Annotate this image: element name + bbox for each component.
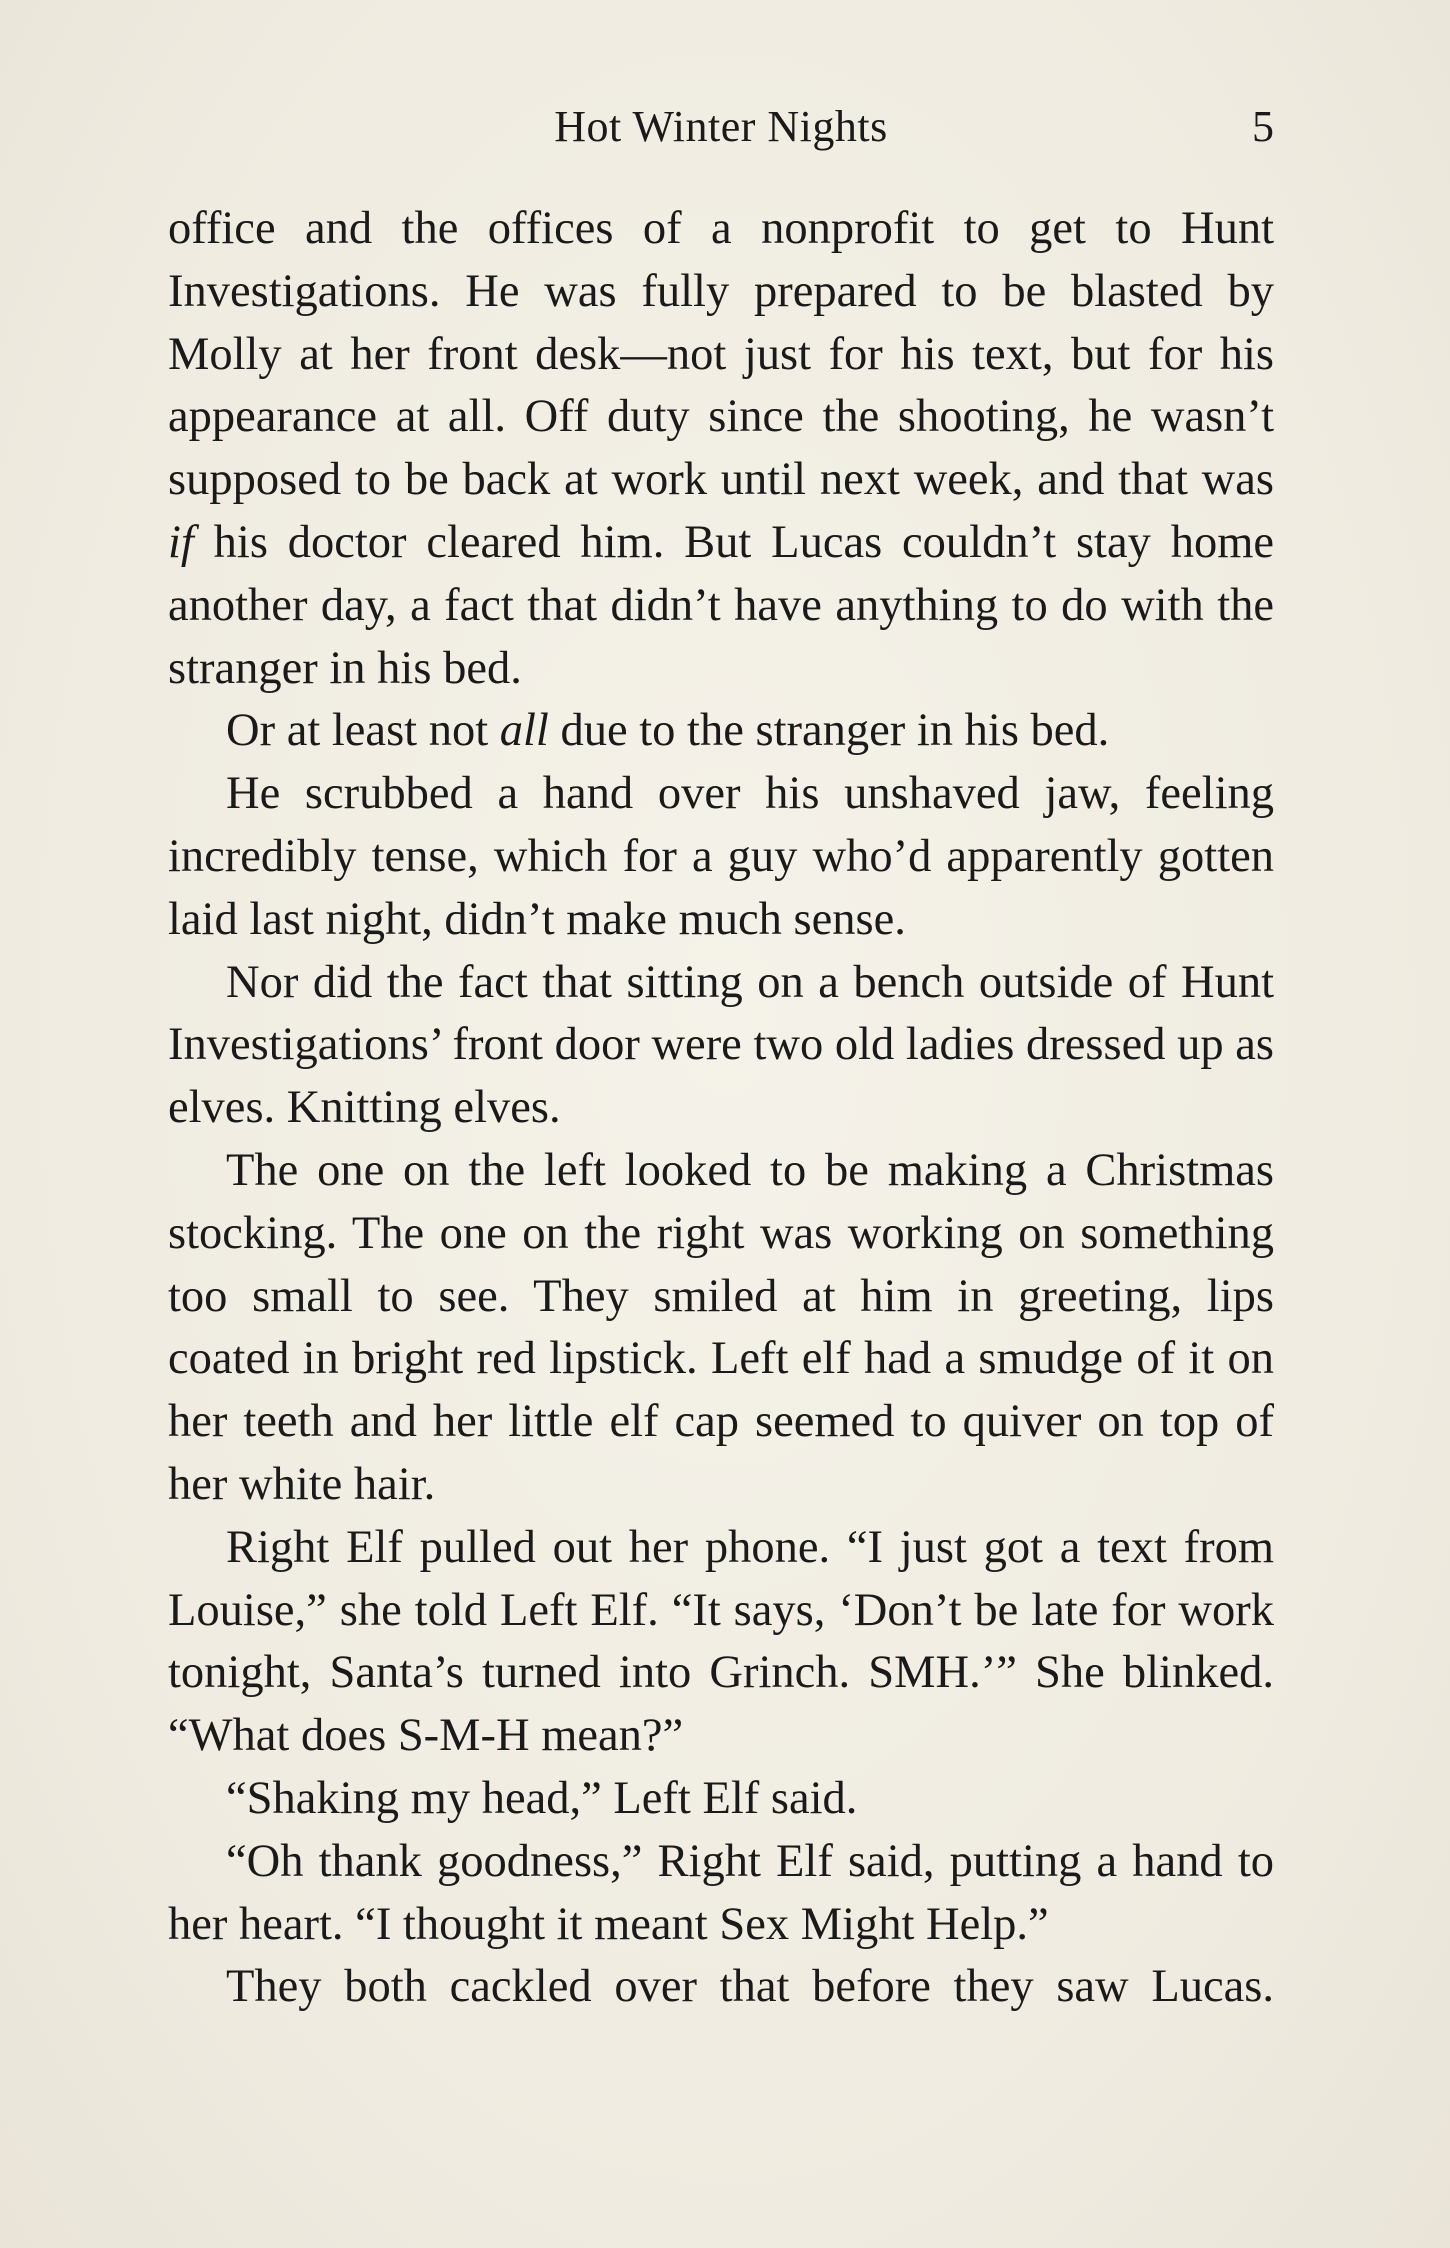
text-run: Nor did the fact that sitting on a bench outside of Hunt Investigations’ front door were two old ladies dressed up as elves. Knitting elves. <box>168 956 1274 1134</box>
paragraph <box>168 700 1274 763</box>
paragraph <box>168 1140 1274 1517</box>
text-run: Or at least not <box>226 705 500 757</box>
paragraph <box>168 1517 1274 1768</box>
page-number: 5 <box>1252 102 1274 151</box>
text-run: Right Elf pulled out her phone. “I just got a text from Louise,” she told Left Elf. “It says, ‘Don’t be late for work tonight, Santa’s turned into Grinch. SMH.’” She blinked. “What does S-M-H mean?” <box>168 1521 1274 1762</box>
text-run: They both cackled over that before they saw Lucas. <box>226 1961 1274 2013</box>
text-run: The one on the left looked to be making a Christmas stocking. The one on the right was working on something too small to see. They smiled at him in greeting, lips coated in bright red lipstick. Left elf had a smudge of it on her teeth and her little elf cap seemed to quiver on top of her white hair. <box>168 1144 1274 1510</box>
italic-text: if <box>168 516 194 568</box>
paragraph <box>168 198 1274 700</box>
paragraph <box>168 1956 1274 2019</box>
body-text <box>168 198 1274 2019</box>
text-run: “Oh thank goodness,” Right Elf said, putting a hand to her heart. “I thought it meant Sex Might Help.” <box>168 1835 1274 1950</box>
text-run: his doctor cleared him. But Lucas couldn’t stay home another day, a fact that didn’t have anything to do with the stranger in his bed. <box>168 516 1274 694</box>
italic-text: all <box>499 705 549 757</box>
running-head <box>168 92 1274 162</box>
paragraph <box>168 1831 1274 1957</box>
paragraph <box>168 1768 1274 1831</box>
running-title: Hot Winter Nights <box>554 102 888 151</box>
paragraph <box>168 763 1274 951</box>
paragraph <box>168 952 1274 1140</box>
text-run: office and the offices of a nonprofit to get to Hunt Investigations. He was fully prepared to be blasted by Molly at her front desk—not just for his text, but for his appearance at all. Off duty since the shooting, he wasn’t supposed to be back at work until next week, and that was <box>168 203 1274 506</box>
text-run: due to the stranger in his bed. <box>548 705 1110 757</box>
text-run: “Shaking my head,” Left Elf said. <box>226 1772 858 1824</box>
text-run: He scrubbed a hand over his unshaved jaw, feeling incredibly tense, which for a guy who’d apparently gotten laid last night, didn’t make much sense. <box>168 768 1274 945</box>
